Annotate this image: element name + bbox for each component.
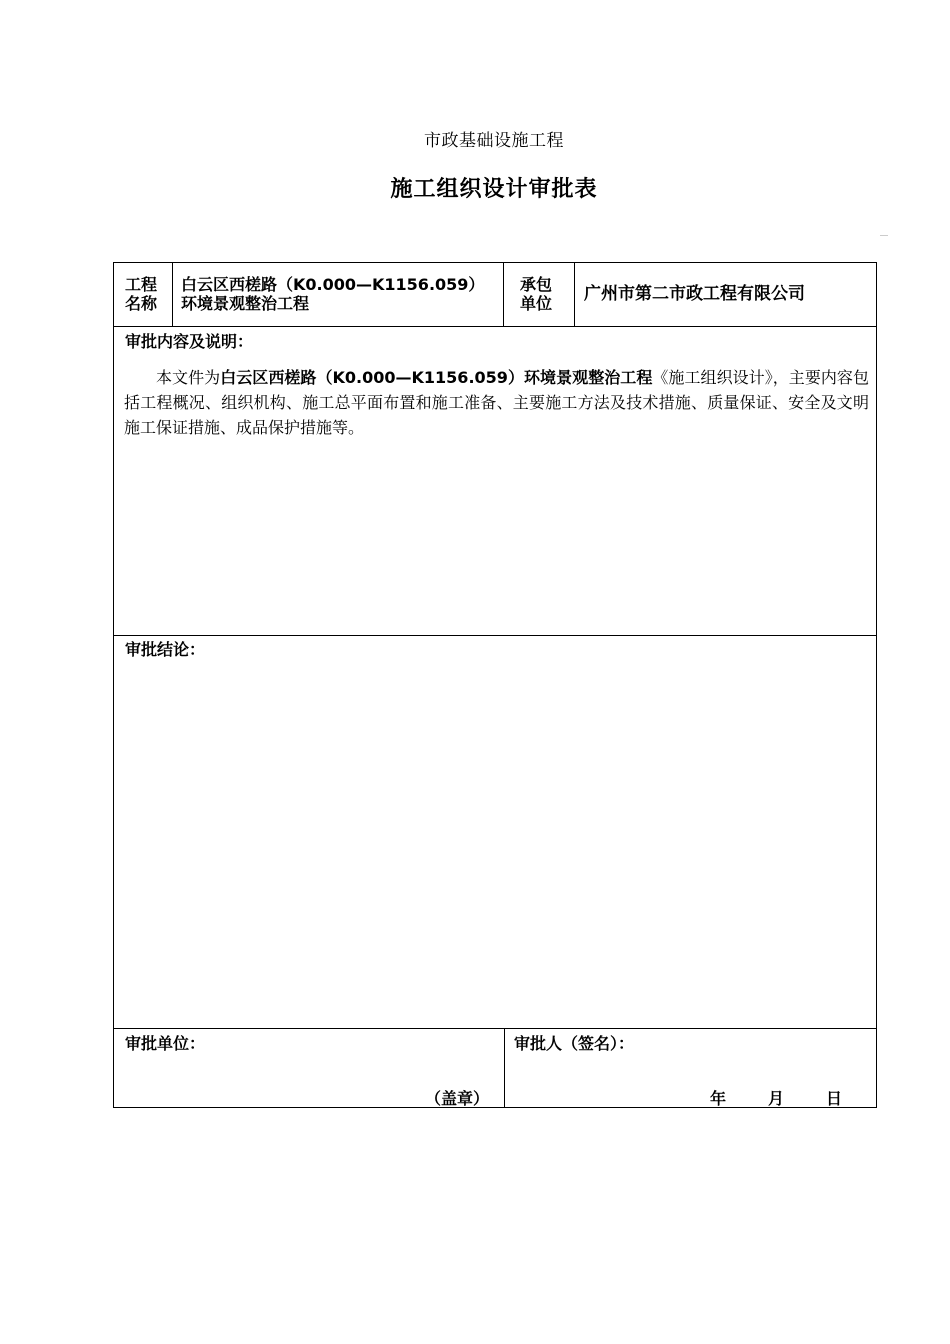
content-label: 审批内容及说明： bbox=[125, 332, 254, 351]
conclusion-label: 审批结论： bbox=[125, 640, 206, 659]
content-text-suffix: 《施工组织设计》，主要内容包括工程概况、组织机构、施工总平面布置和施工准备、主要施工方法及技术措施、质量保证、安全及文明施工保证措施、成品保护措施等。 bbox=[124, 368, 869, 437]
row-divider-content bbox=[114, 635, 876, 636]
project-name-label-line1: 工程 bbox=[125, 275, 158, 294]
project-name-line1: 白云区西槎路（K0.000—K1156.059） bbox=[181, 275, 485, 294]
row-divider-header bbox=[114, 326, 876, 327]
col-divider-3 bbox=[574, 263, 575, 326]
row-divider-conclusion bbox=[114, 1028, 876, 1029]
col-divider-2 bbox=[503, 263, 504, 326]
project-name-value bbox=[181, 275, 484, 313]
approval-unit-label: 审批单位： bbox=[125, 1034, 206, 1053]
document-title: 施工组织设计审批表 bbox=[390, 177, 598, 202]
page-mark bbox=[880, 235, 888, 236]
date-year: 年 bbox=[710, 1089, 727, 1108]
content-text-prefix: 本文件为 bbox=[156, 368, 221, 387]
contractor-label-line2: 单位 bbox=[520, 294, 553, 313]
content-text-project: 白云区西槎路（K0.000—K1156.059）环境景观整治工程 bbox=[220, 368, 653, 387]
date-day: 日 bbox=[826, 1089, 843, 1108]
seal-label: （盖章） bbox=[425, 1089, 490, 1108]
project-name-label bbox=[125, 275, 157, 313]
approval-form bbox=[113, 262, 877, 1108]
project-name-label-line2: 名称 bbox=[125, 294, 158, 313]
contractor-value: 广州市第二市政工程有限公司 bbox=[584, 284, 805, 304]
col-divider-bottom bbox=[504, 1028, 505, 1108]
document-subtitle: 市政基础设施工程 bbox=[424, 131, 564, 151]
approver-label: 审批人（签名）： bbox=[514, 1034, 635, 1053]
content-description bbox=[124, 365, 869, 440]
contractor-label-line1: 承包 bbox=[520, 275, 553, 294]
project-name-line2: 环境景观整治工程 bbox=[181, 294, 310, 313]
col-divider-1 bbox=[172, 263, 173, 326]
contractor-label bbox=[520, 275, 552, 313]
date-month: 月 bbox=[768, 1089, 785, 1108]
